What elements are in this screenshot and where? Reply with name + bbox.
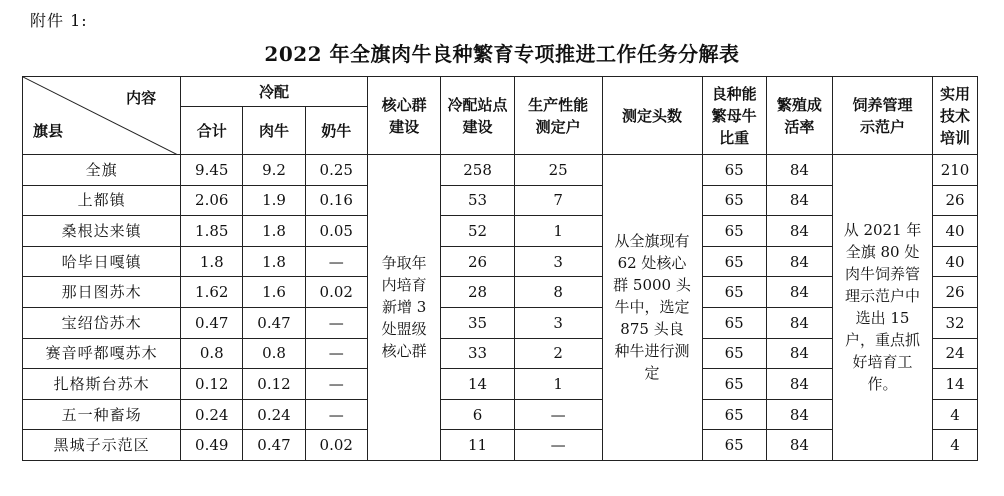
row-ratio: 65 — [702, 369, 766, 400]
row-station: 258 — [441, 155, 514, 186]
row-name: 桑根达来镇 — [23, 216, 181, 247]
row-dairy: — — [305, 338, 367, 369]
row-training: 210 — [933, 155, 978, 186]
row-name: 赛音呼都嘎苏木 — [23, 338, 181, 369]
row-dairy: — — [305, 369, 367, 400]
row-name: 哈毕日嘎镇 — [23, 246, 181, 277]
row-dairy: 0.25 — [305, 155, 367, 186]
row-name: 那日图苏木 — [23, 277, 181, 308]
row-ratio: 65 — [702, 430, 766, 461]
row-total: 1.8 — [181, 246, 243, 277]
row-station: 52 — [441, 216, 514, 247]
diagonal-header-cell — [23, 77, 181, 155]
header-training: 实用技术培训 — [933, 77, 978, 155]
row-perf: — — [514, 399, 602, 430]
row-station: 26 — [441, 246, 514, 277]
row-ratio: 65 — [702, 155, 766, 186]
row-perf: — — [514, 430, 602, 461]
row-total: 0.12 — [181, 369, 243, 400]
page-title: 2022 年全旗肉牛良种繁育专项推进工作任务分解表 — [264, 42, 740, 66]
row-survival: 84 — [766, 185, 832, 216]
core-group-note: 争取年内培育新增 3 处盟级核心群 — [367, 155, 440, 461]
row-beef: 1.8 — [243, 246, 305, 277]
row-survival: 84 — [766, 307, 832, 338]
row-beef: 0.8 — [243, 338, 305, 369]
row-station: 6 — [441, 399, 514, 430]
row-name: 扎格斯台苏木 — [23, 369, 181, 400]
row-dairy: 0.02 — [305, 277, 367, 308]
row-name: 五一种畜场 — [23, 399, 181, 430]
row-ratio: 65 — [702, 216, 766, 247]
row-total: 2.06 — [181, 185, 243, 216]
table-row — [23, 155, 978, 186]
header-total: 合计 — [181, 107, 243, 155]
row-name: 黑城子示范区 — [23, 430, 181, 461]
row-survival: 84 — [766, 155, 832, 186]
row-total: 1.85 — [181, 216, 243, 247]
measurement-note: 从全旗现有 62 处核心群 5000 头牛中，选定 875 头良种牛进行测定 — [602, 155, 702, 461]
row-ratio: 65 — [702, 399, 766, 430]
row-ratio: 65 — [702, 185, 766, 216]
row-survival: 84 — [766, 246, 832, 277]
row-beef: 9.2 — [243, 155, 305, 186]
row-perf: 25 — [514, 155, 602, 186]
header-demo: 饲养管理示范户 — [833, 77, 933, 155]
row-station: 33 — [441, 338, 514, 369]
row-training: 24 — [933, 338, 978, 369]
row-perf: 1 — [514, 216, 602, 247]
row-beef: 1.6 — [243, 277, 305, 308]
header-perf: 生产性能测定户 — [514, 77, 602, 155]
row-dairy: 0.05 — [305, 216, 367, 247]
row-ratio: 65 — [702, 338, 766, 369]
row-ratio: 65 — [702, 277, 766, 308]
row-perf: 3 — [514, 307, 602, 338]
row-name: 全旗 — [23, 155, 181, 186]
row-total: 9.45 — [181, 155, 243, 186]
row-ratio: 65 — [702, 246, 766, 277]
row-perf: 8 — [514, 277, 602, 308]
row-dairy: 0.02 — [305, 430, 367, 461]
row-survival: 84 — [766, 399, 832, 430]
row-training: 26 — [933, 277, 978, 308]
row-training: 40 — [933, 216, 978, 247]
row-training: 32 — [933, 307, 978, 338]
row-survival: 84 — [766, 277, 832, 308]
row-survival: 84 — [766, 369, 832, 400]
row-training: 4 — [933, 399, 978, 430]
row-beef: 0.12 — [243, 369, 305, 400]
row-perf: 2 — [514, 338, 602, 369]
row-total: 0.47 — [181, 307, 243, 338]
row-perf: 1 — [514, 369, 602, 400]
header-survival: 繁殖成活率 — [766, 77, 832, 155]
row-survival: 84 — [766, 216, 832, 247]
header-heads: 测定头数 — [602, 77, 702, 155]
demo-household-note: 从 2021 年全旗 80 处肉牛饲养管理示范户中选出 15 户，重点抓好培育工作。 — [833, 155, 933, 461]
row-total: 0.24 — [181, 399, 243, 430]
row-name: 上都镇 — [23, 185, 181, 216]
header-county: 旗县 — [33, 122, 64, 140]
header-frozen: 冷配 — [181, 77, 368, 107]
row-dairy: — — [305, 307, 367, 338]
row-survival: 84 — [766, 338, 832, 369]
row-training: 4 — [933, 430, 978, 461]
row-station: 53 — [441, 185, 514, 216]
row-dairy: — — [305, 399, 367, 430]
row-training: 14 — [933, 369, 978, 400]
row-training: 40 — [933, 246, 978, 277]
row-total: 1.62 — [181, 277, 243, 308]
row-beef: 1.8 — [243, 216, 305, 247]
row-dairy: 0.16 — [305, 185, 367, 216]
row-station: 28 — [441, 277, 514, 308]
row-station: 14 — [441, 369, 514, 400]
attachment-label: 附件 1: — [30, 11, 88, 30]
header-beef: 肉牛 — [243, 107, 305, 155]
row-beef: 0.47 — [243, 307, 305, 338]
header-ratio: 良种能繁母牛比重 — [702, 77, 766, 155]
row-perf: 7 — [514, 185, 602, 216]
row-dairy: — — [305, 246, 367, 277]
row-beef: 1.9 — [243, 185, 305, 216]
header-core: 核心群建设 — [367, 77, 440, 155]
row-beef: 0.47 — [243, 430, 305, 461]
task-table — [22, 76, 978, 461]
row-beef: 0.24 — [243, 399, 305, 430]
header-dairy: 奶牛 — [305, 107, 367, 155]
row-perf: 3 — [514, 246, 602, 277]
header-station: 冷配站点建设 — [441, 77, 514, 155]
row-ratio: 65 — [702, 307, 766, 338]
header-content: 内容 — [126, 89, 157, 107]
row-name: 宝绍岱苏木 — [23, 307, 181, 338]
row-station: 35 — [441, 307, 514, 338]
row-total: 0.8 — [181, 338, 243, 369]
row-training: 26 — [933, 185, 978, 216]
row-station: 11 — [441, 430, 514, 461]
row-total: 0.49 — [181, 430, 243, 461]
row-survival: 84 — [766, 430, 832, 461]
